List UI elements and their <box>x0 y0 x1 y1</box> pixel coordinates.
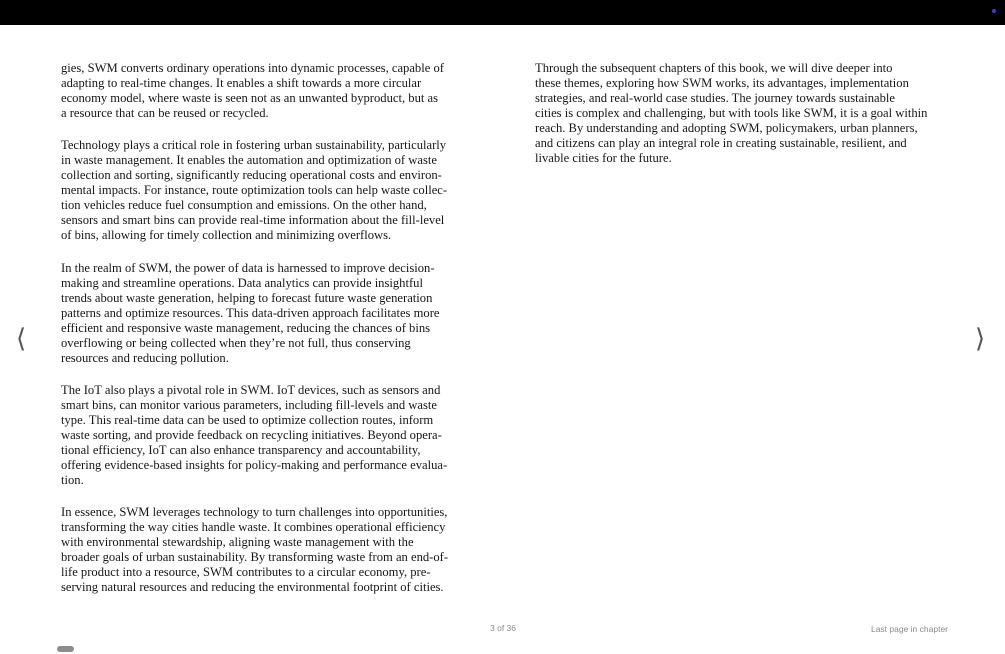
paragraph: In essence, SWM leverages technology to turn challenges into opportunities, transforming the way cities handle waste. It combines operational efficiency with environmental stewardship, aligning waste management with the broader goals of urban sustainability. By transforming waste from an end-of- life product into a resource, SWM contributes to a circular economy, pre- serving natural resources and reducing the environmental footprint of cities. <box>61 505 449 595</box>
chevron-left-icon[interactable]: ⟨ <box>16 324 27 354</box>
left-page-column <box>61 61 472 612</box>
paragraph: gies, SWM converts ordinary operations into dynamic processes, capable of adapting to real-time changes. It enables a shift towards a more circular economy model, where waste is seen not as an unwanted byproduct, but as a resource that can be reused or recycled. <box>61 61 444 121</box>
status-dot <box>992 9 996 13</box>
top-bar <box>0 0 1005 25</box>
page-indicator: 3 of 36 <box>490 623 516 633</box>
paragraph: The IoT also plays a pivotal role in SWM. IoT devices, such as sensors and smart bins, can monitor various parameters, including fill-levels and waste type. This real-time data can be used to optimize collection routes, inform waste sorting, and provide feedback on recycling initiatives. Beyond opera- tional efficiency, IoT can also enhance transparency and accountability, offering evidence-based insights for policy-making and performance evalua- tion. <box>61 382 448 488</box>
paragraph: Technology plays a critical role in fostering urban sustainability, particularly in waste management. It enables the automation and optimization of waste collection and sorting, significantly reducing operational costs and environ- mental impacts. For instance, route optimization tools can help waste collec- tion vehicles reduce fuel consumption and emissions. On the other hand, sensors and smart bins can provide real-time information about the fill-level of bins, allowing for timely collection and minimizing overflows. <box>61 138 448 243</box>
paragraph: In the realm of SWM, the power of data is harnessed to improve decision- making and streamline operations. Data analytics can provide insightful trends about waste generation, helping to forecast future waste generation patterns and optimize resources. This data-driven approach facilitates more efficient and responsive waste management, reducing the chances of bins overflowing or being collected when they’re not full, thus conserving resources and reducing pollution. <box>61 260 440 365</box>
paragraph: Through the subsequent chapters of this book, we will dive deeper into these themes, exploring how SWM works, its advantages, implementation strategies, and real-world case studies. The journey towards sustainable cities is complex and challenging, but with tools like SWM, it is a goal within reach. By understanding and adopting SWM, policymakers, urban planners, and citizens can play an integral role in creating sustainable, resilient, and livable cities for the future. <box>535 61 928 166</box>
chevron-right-icon[interactable]: ⟩ <box>975 324 986 354</box>
right-page-column <box>535 61 946 183</box>
chapter-status: Last page in chapter <box>870 624 948 634</box>
page-scrubber-handle[interactable] <box>57 646 74 652</box>
